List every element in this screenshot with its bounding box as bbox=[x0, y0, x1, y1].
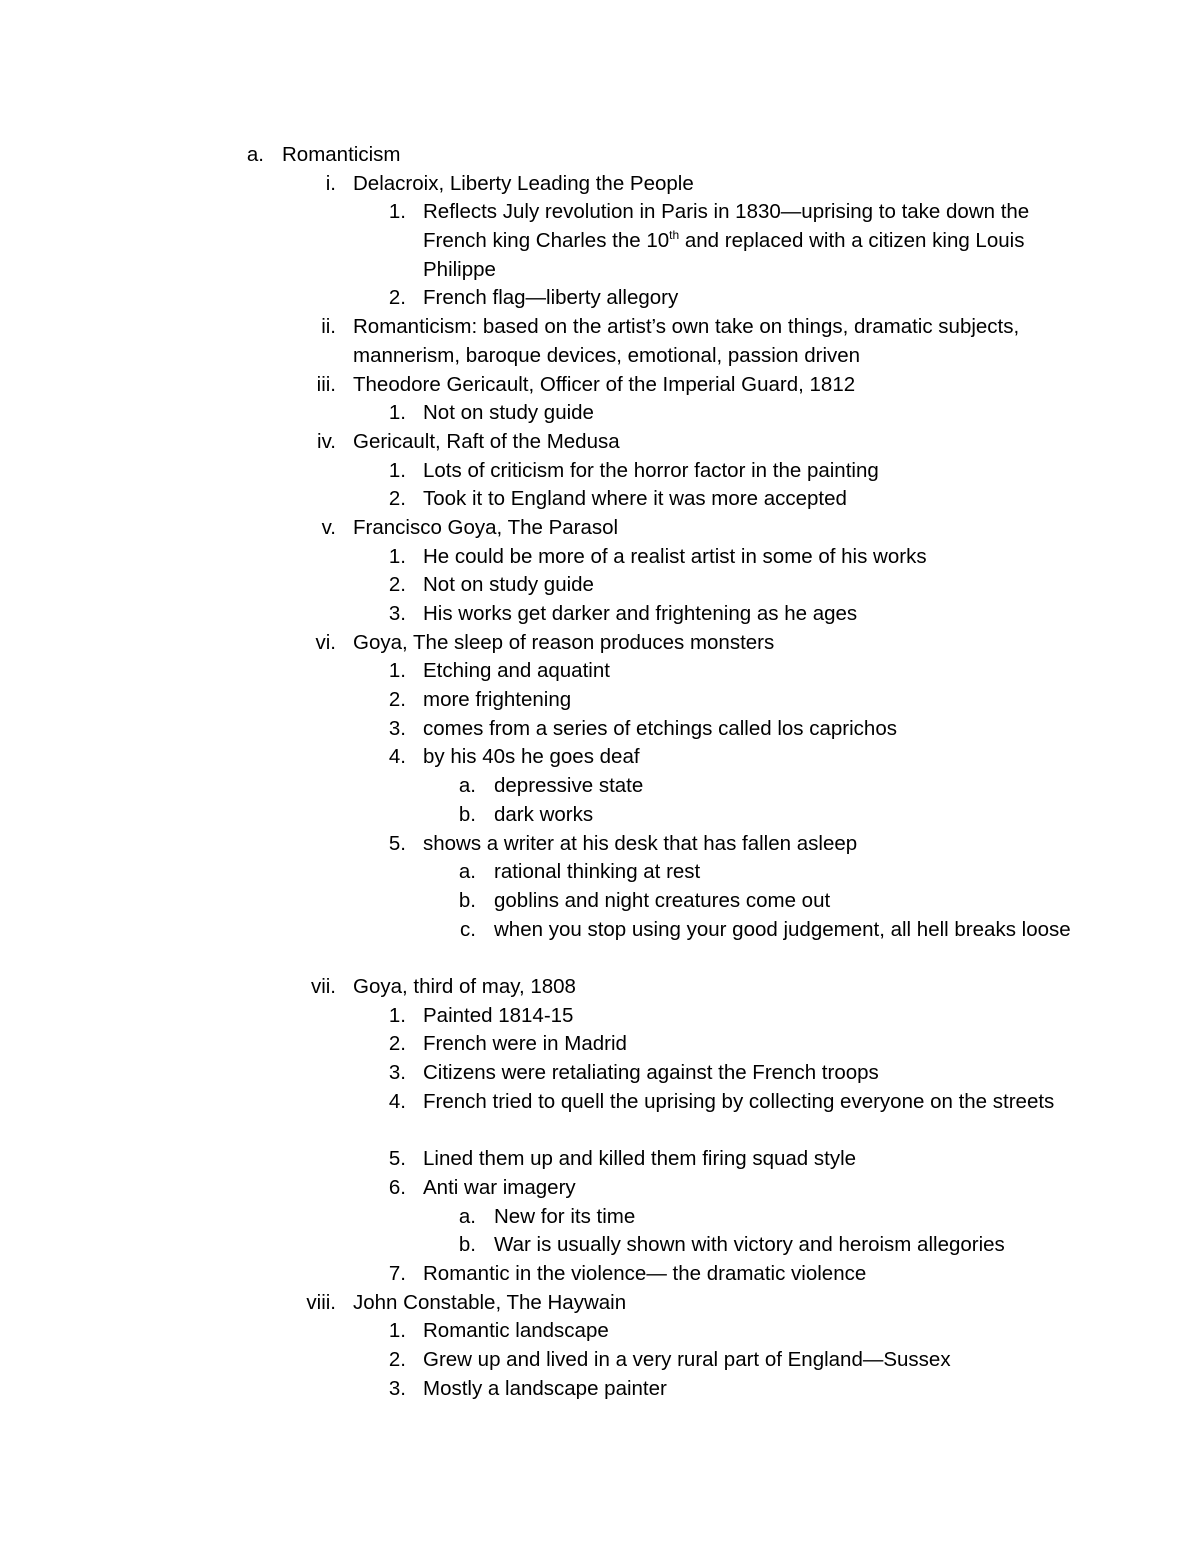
list-marker: i. bbox=[325, 171, 336, 195]
list-marker: 7. bbox=[388, 1261, 406, 1285]
item-text: John Constable, The Haywain bbox=[353, 1290, 627, 1314]
list-marker: vii. bbox=[310, 975, 336, 998]
list-marker: iii. bbox=[316, 372, 336, 396]
list-marker: 2. bbox=[388, 1347, 406, 1371]
list-marker: 1. bbox=[388, 200, 406, 224]
item-text: comes from a series of etchings called los caprichos bbox=[423, 716, 897, 740]
list-marker: 2. bbox=[388, 573, 406, 597]
list-marker: a. bbox=[458, 774, 476, 798]
item-text: Not on study guide bbox=[423, 401, 594, 425]
item-text: Lots of criticism for the horror factor in the painting bbox=[423, 458, 879, 482]
list-marker: a. bbox=[246, 143, 264, 166]
item-text: French flag—liberty allegory bbox=[423, 286, 679, 310]
list-marker: 1. bbox=[388, 401, 406, 425]
item-text: Delacroix, Liberty Leading the People bbox=[353, 171, 694, 195]
list-marker: ii. bbox=[321, 315, 336, 339]
outline-item-v-2 bbox=[0, 571, 1200, 600]
list-marker: vi. bbox=[315, 630, 336, 654]
list-marker: v. bbox=[321, 515, 336, 539]
list-marker: 1. bbox=[388, 1003, 406, 1027]
list-marker: c. bbox=[460, 917, 476, 941]
outline-item-iv-1 bbox=[0, 457, 1200, 486]
list-marker: 1. bbox=[388, 544, 406, 568]
list-marker: 3. bbox=[388, 716, 406, 740]
outline-item-vi-2 bbox=[0, 686, 1200, 715]
outline-item-viii-1 bbox=[0, 1317, 1200, 1346]
item-text: more frightening bbox=[423, 688, 572, 712]
list-marker: a. bbox=[458, 1204, 476, 1228]
outline-item-ii bbox=[0, 313, 1200, 370]
list-marker: iv. bbox=[317, 429, 336, 453]
list-marker: 6. bbox=[388, 1175, 406, 1199]
item-text: dark works bbox=[494, 802, 594, 826]
outline-item-vii-2 bbox=[0, 1030, 1200, 1059]
outline-item-vi-4-b bbox=[0, 801, 1200, 830]
outline-item-i-1 bbox=[0, 198, 1200, 284]
item-text: by his 40s he goes deaf bbox=[423, 745, 640, 769]
outline-item-viii-3 bbox=[0, 1375, 1200, 1404]
outline-item-v bbox=[0, 514, 1200, 543]
item-text: Painted 1814-15 bbox=[423, 1003, 574, 1027]
item-text: Grew up and lived in a very rural part of England—Sussex bbox=[423, 1347, 951, 1371]
item-text: Anti war imagery bbox=[423, 1175, 576, 1199]
list-marker: 3. bbox=[388, 1061, 406, 1085]
superscript: th bbox=[669, 228, 680, 243]
outline-item-vi-4 bbox=[0, 743, 1200, 772]
list-marker: 1. bbox=[388, 659, 406, 683]
outline-item-vi-5-b bbox=[0, 887, 1200, 916]
list-marker: 4. bbox=[388, 745, 406, 769]
outline-item-iii bbox=[0, 371, 1200, 400]
item-text: Romanticism: based on the artist’s own take on things, dramatic subjects, mannerism, baroque devices, emotional, passion driven bbox=[353, 315, 1020, 367]
outline-item-vii-6-b bbox=[0, 1231, 1200, 1260]
list-marker: 1. bbox=[388, 458, 406, 482]
item-text: Not on study guide bbox=[423, 573, 594, 597]
item-text: War is usually shown with victory and heroism allegories bbox=[494, 1233, 1005, 1257]
list-marker: b. bbox=[458, 1233, 476, 1257]
item-text-part: and replaced with a citizen king Louis Philippe bbox=[423, 229, 1025, 281]
list-marker: viii. bbox=[306, 1290, 336, 1314]
outline-item-v-1 bbox=[0, 543, 1200, 572]
item-text: Francisco Goya, The Parasol bbox=[353, 515, 619, 539]
outline-item-vii-5 bbox=[0, 1145, 1200, 1174]
item-text: depressive state bbox=[494, 774, 644, 798]
item-text: shows a writer at his desk that has fallen asleep bbox=[423, 831, 858, 855]
outline-item-vii-6 bbox=[0, 1174, 1200, 1203]
outline-item-viii-2 bbox=[0, 1346, 1200, 1375]
item-text: New for its time bbox=[494, 1204, 636, 1228]
outline-item-viii bbox=[0, 1289, 1200, 1318]
item-text: His works get darker and frightening as he ages bbox=[423, 602, 858, 626]
item-text: Mostly a landscape painter bbox=[423, 1376, 667, 1400]
list-marker: a. bbox=[458, 860, 476, 884]
item-text: Romantic in the violence— the dramatic violence bbox=[423, 1261, 867, 1285]
list-marker: 2. bbox=[388, 286, 406, 310]
item-text: Citizens were retaliating against the French troops bbox=[423, 1061, 879, 1085]
item-text: Romantic landscape bbox=[423, 1319, 609, 1343]
list-marker: b. bbox=[458, 888, 476, 912]
outline-item-i bbox=[0, 170, 1200, 199]
outline-item-iv bbox=[0, 428, 1200, 457]
outline-item-vii-4 bbox=[0, 1088, 1200, 1145]
outline-item-vii-7 bbox=[0, 1260, 1200, 1289]
outline-item-v-3 bbox=[0, 600, 1200, 629]
outline-item-vi-4-a bbox=[0, 772, 1200, 801]
outline-item-vi-3 bbox=[0, 715, 1200, 744]
item-text: Took it to England where it was more accepted bbox=[423, 487, 847, 511]
list-marker: 5. bbox=[388, 1147, 406, 1171]
outline-item-i-2 bbox=[0, 284, 1200, 313]
outline-item-vi-1 bbox=[0, 657, 1200, 686]
item-text: when you stop using your good judgement, all hell breaks loose bbox=[494, 917, 1071, 941]
list-marker: 2. bbox=[388, 487, 406, 511]
item-text: Gericault, Raft of the Medusa bbox=[353, 429, 620, 453]
item-text: goblins and night creatures come out bbox=[494, 888, 831, 912]
list-marker: 2. bbox=[388, 688, 406, 712]
item-text: French were in Madrid bbox=[423, 1032, 627, 1056]
list-marker: 3. bbox=[388, 602, 406, 626]
item-text: rational thinking at rest bbox=[494, 860, 701, 884]
item-text: French tried to quell the uprising by collecting everyone on the streets bbox=[423, 1089, 1055, 1113]
item-text: Goya, third of may, 1808 bbox=[353, 975, 576, 998]
outline-item-vii bbox=[0, 973, 1200, 1002]
list-marker: 1. bbox=[388, 1319, 406, 1343]
outline-item-iii-1 bbox=[0, 399, 1200, 428]
outline-item-vii-1 bbox=[0, 1002, 1200, 1031]
outline-item-vi-5 bbox=[0, 830, 1200, 859]
item-text: Theodore Gericault, Officer of the Imperial Guard, 1812 bbox=[353, 372, 856, 396]
document-outline bbox=[0, 141, 1200, 1403]
outline-item-vii-6-a bbox=[0, 1203, 1200, 1232]
list-marker: 5. bbox=[388, 831, 406, 855]
item-text-part: Reflects July revolution in Paris in 1830—uprising to take down the French king Charles the 10 bbox=[423, 200, 1030, 253]
list-marker: 2. bbox=[388, 1032, 406, 1056]
list-marker: 4. bbox=[388, 1089, 406, 1113]
item-text: He could be more of a realist artist in some of his works bbox=[423, 544, 927, 568]
list-marker: 3. bbox=[388, 1376, 406, 1400]
outline-item-vi bbox=[0, 629, 1200, 658]
outline-item-vi-5-c bbox=[0, 916, 1200, 973]
outline-item-vi-5-a bbox=[0, 858, 1200, 887]
outline-item-iv-2 bbox=[0, 485, 1200, 514]
outline-item-vii-3 bbox=[0, 1059, 1200, 1088]
item-text: Etching and aquatint bbox=[423, 659, 610, 683]
item-text: Goya, The sleep of reason produces monsters bbox=[353, 630, 775, 654]
list-marker: b. bbox=[458, 802, 476, 826]
item-text bbox=[423, 198, 1073, 284]
item-text: Romanticism bbox=[282, 143, 401, 166]
item-text: Lined them up and killed them firing squad style bbox=[423, 1147, 857, 1171]
outline-item-a bbox=[0, 141, 1200, 170]
